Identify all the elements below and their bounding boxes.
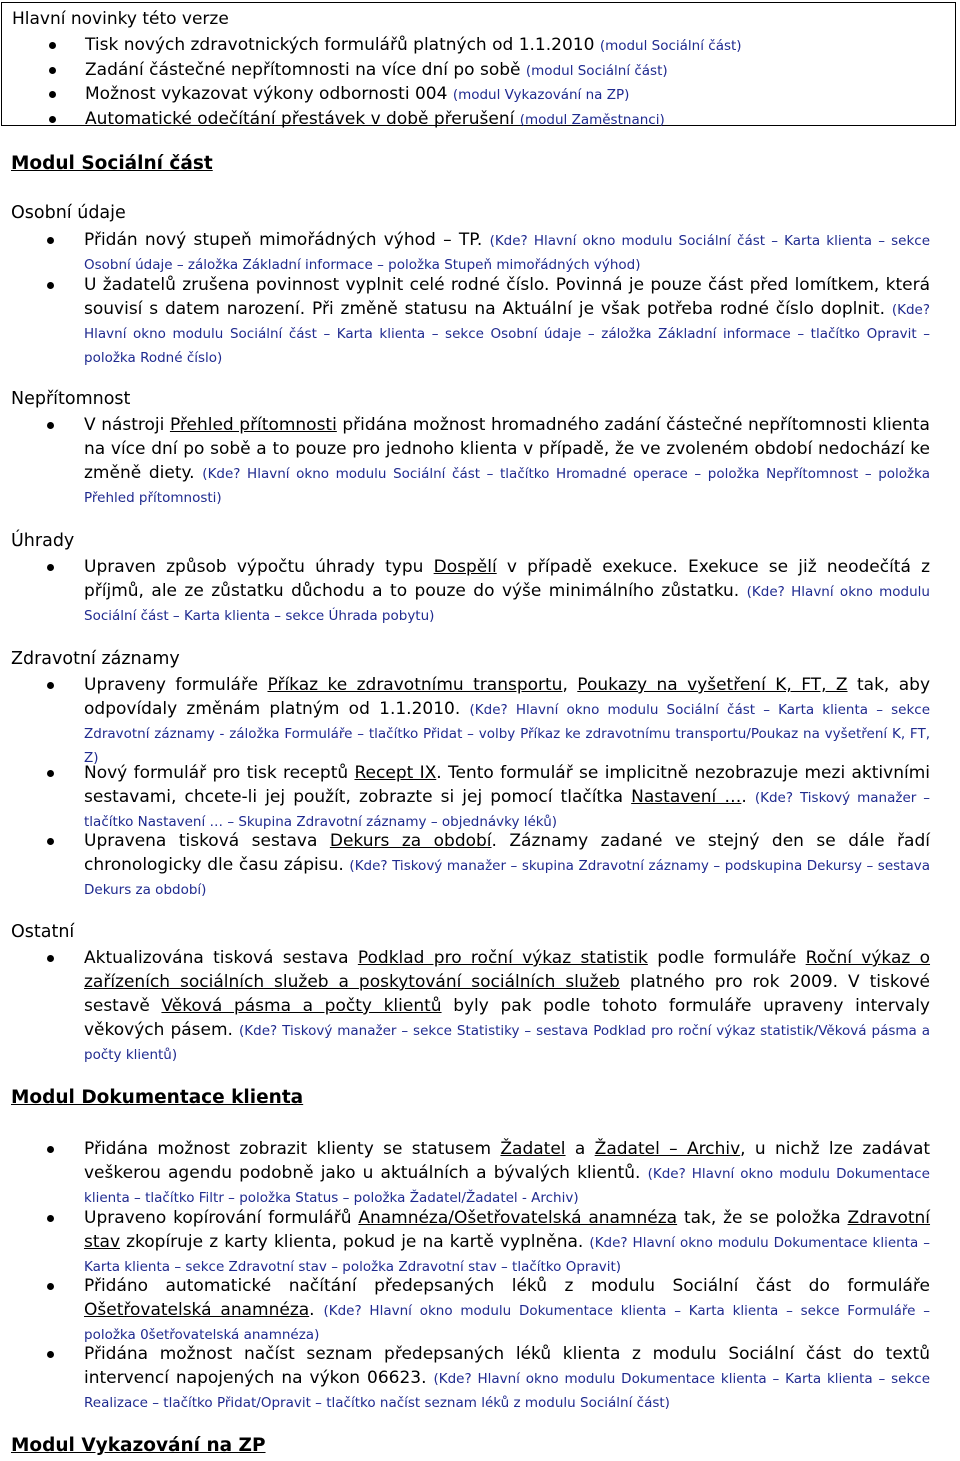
news-item: Možnost vykazovat výkony odbornosti 004 (modul Vykazování na ZP) [2,82,742,107]
subsection-zdravotni-zaznamy: Zdravotní záznamy [11,649,180,669]
link-poukazy[interactable]: Poukazy na vyšetření K, FT, Z [577,675,848,695]
bullet-icon [47,1215,54,1222]
link-dospeli[interactable]: Dospělí [433,557,497,577]
location-note: (Kde? Hlavní okno modulu Dokumentace klienta – Karta klienta – sekce Zdravotní stav – položka Zdravotní stav – tlačítko Opravit) [84,1235,930,1275]
bullet-icon [47,282,54,289]
link-vekova-pasma[interactable]: Věková pásma a počty klientů [161,996,442,1016]
location-note: (Kde? Hlavní okno modulu Sociální část – Karta klienta – sekce Osobní údaje – záložka Základní informace – tlačítko Opravit – položka Rodné číslo) [84,302,930,366]
link-zadatel-archiv[interactable]: Žadatel – Archiv [594,1139,741,1159]
location-note: (Kde? Hlavní okno modulu Sociální část – Karta klienta – sekce Úhrada pobytu) [84,584,930,624]
bullet-icon [47,564,54,571]
link-zadatel[interactable]: Žadatel [500,1139,566,1159]
location-note: (Kde? Hlavní okno modulu Sociální část – Karta klienta – sekce Zdravotní záznamy - záložka Formuláře – tlačítko Přidat – volby Příkaz ke zdravotnímu transportu/Poukaz na vyšetření K, FT, Z) [84,702,930,766]
news-title: Hlavní novinky této verze [12,9,229,29]
subsection-osobni-udaje: Osobní údaje [11,203,126,223]
bullet-icon [47,422,54,429]
section-title-socialni: Modul Sociální část [11,153,213,174]
list-item: Přidána možnost načíst seznam předepsaných léků klienta z modulu Sociální část do textů intervencí napojených na výkon 06623. (Kde? Hlavní okno modulu Dokumentace klienta – Karta klienta – sekce Realizace – tlačítko Přidat/Opravit – tlačítko načíst seznam léků z modulu Sociální část) [84,1342,930,1414]
list-item: U žadatelů zrušena povinnost vyplnit celé rodné číslo. Povinná je pouze část před lomítkem, která souvisí s datem narození. Při změně statusu na Aktuální je však potřeba rodné číslo doplnit. (Kde? Hlavní okno modulu Sociální část – Karta klienta – sekce Osobní údaje – záložka Základní informace – tlačítko Opravit – položka Rodné číslo) [84,273,930,369]
list-item: Upraveny formuláře Příkaz ke zdravotnímu transportu, Poukazy na vyšetření K, FT, Z tak, aby odpovídaly změnám platným od 1.1.2010. (Kde? Hlavní okno modulu Sociální část – Karta klienta – sekce Zdravotní záznamy - záložka Formuláře – tlačítko Přidat – volby Příkaz ke zdravotnímu transportu/Poukaz na vyšetření K, FT, Z) [84,673,930,769]
list-item: Přidáno automatické načítání předepsaných léků z modulu Sociální část do formuláře Ošetřovatelská anamnéza. (Kde? Hlavní okno modulu Dokumentace klienta – Karta klienta – sekce Formuláře – položka 0šetřovatelská anamnéza) [84,1274,930,1346]
news-item: Automatické odečítání přestávek v době přerušení (modul Zaměstnanci) [2,107,742,132]
news-list [2,33,742,131]
subsection-nepritomnost: Nepřítomnost [11,389,131,409]
bullet-icon [47,955,54,962]
list-item: V nástroji Přehled přítomnosti přidána možnost hromadného zadání částečné nepřítomnosti klienta na více dní po sobě a to pouze pro jednoho klienta v případě, že ve zvoleném období nedochází ke změně diety. (Kde? Hlavní okno modulu Sociální část – tlačítko Hromadné operace – položka Nepřítomnost – položka Přehled přítomnosti) [84,413,930,509]
bullet-icon [47,1283,54,1290]
bullet-icon [47,838,54,845]
list-item: Upraven způsob výpočtu úhrady typu Dospělí v případě exekuce. Exekuce se již neodečítá z příjmů, ale ze zůstatku důchodu a to pouze do výše minimálního zůstatku. (Kde? Hlavní okno modulu Sociální část – Karta klienta – sekce Úhrada pobytu) [84,555,930,627]
list-item: Upravena tisková sestava Dekurs za období. Záznamy zadané ve stejný den se dále řadí chronologicky dle času zápisu. (Kde? Tiskový manažer – skupina Zdravotní záznamy – podskupina Dekursy – sestava Dekurs za období) [84,829,930,901]
bullet-icon [49,67,56,74]
news-box [1,2,956,129]
bullet-icon [47,770,54,777]
link-zdravotni-stav[interactable]: Zdravotní stav [84,1208,931,1252]
news-item: Zadání částečné nepřítomnosti na více dní po sobě (modul Sociální část) [2,58,742,83]
location-note: (Kde? Hlavní okno modulu Dokumentace klienta – Karta klienta – sekce Formuláře – položka 0šetřovatelská anamnéza) [84,1303,930,1343]
link-nastaveni[interactable]: Nastavení … [631,787,742,807]
location-note: (Kde? Hlavní okno modulu Sociální část – tlačítko Hromadné operace – položka Nepřítomnost – položka Přehled přítomnosti) [84,466,930,506]
list-item: Upraveno kopírování formulářů Anamnéza/Ošetřovatelská anamnéza tak, že se položka Zdravotní stav zkopíruje z karty klienta, pokud je na kartě vyplněna. (Kde? Hlavní okno modulu Dokumentace klienta – Karta klienta – sekce Zdravotní stav – položka Zdravotní stav – tlačítko Opravit) [84,1206,930,1278]
subsection-uhrady: Úhrady [11,531,75,551]
link-osetrovatelska-anamneza[interactable]: Ošetřovatelská anamnéza [84,1300,310,1320]
section-title-vykazovani: Modul Vykazování na ZP [11,1435,266,1456]
bullet-icon [47,1146,54,1153]
bullet-icon [47,682,54,689]
link-recept-ix[interactable]: Recept IX [354,763,437,783]
list-item: Nový formulář pro tisk receptů Recept IX. Tento formulář se implicitně nezobrazuje mezi aktivními sestavami, chcete-li jej použít, zobrazte si jej pomocí tlačítka Nastavení …. (Kde? Tiskový manažer – tlačítko Nastavení … – Skupina Zdravotní záznamy – objednávky léků) [84,761,930,833]
news-item: Tisk nových zdravotnických formulářů platných od 1.1.2010 (modul Sociální část) [2,33,742,58]
bullet-icon [49,116,56,123]
link-dekurs[interactable]: Dekurs za období [329,831,492,851]
link-prikaz-transport[interactable]: Příkaz ke zdravotnímu transportu [267,675,563,695]
location-note: (Kde? Hlavní okno modulu Dokumentace klienta – tlačítko Filtr – položka Status – položka Žadatel/Žadatel - Archiv) [84,1166,930,1206]
link-rocni-vykaz[interactable]: Roční výkaz o zařízeních sociálních služeb a poskytování sociálních služeb [84,948,931,992]
list-item: Přidána možnost zobrazit klienty se statusem Žadatel a Žadatel – Archiv, u nichž lze zadávat veškerou agendu podobně jako u aktuálních a bývalých klientů. (Kde? Hlavní okno modulu Dokumentace klienta – tlačítko Filtr – položka Status – položka Žadatel/Žadatel - Archiv) [84,1137,930,1209]
location-note: (Kde? Hlavní okno modulu Sociální část – Karta klienta – sekce Osobní údaje – záložka Základní informace – položka Stupeň mimořádných výhod) [84,233,930,273]
list-item: Aktualizována tisková sestava Podklad pro roční výkaz statistik podle formuláře Roční výkaz o zařízeních sociálních služeb a poskytování sociálních služeb platného pro rok 2009. V tiskové sestavě Věková pásma a počty klientů byly pak podle tohoto formuláře upraveny intervaly věkových pásem. (Kde? Tiskový manažer – sekce Statistiky – sestava Podklad pro roční výkaz statistik/Věková pásma a počty klientů) [84,946,930,1066]
location-note: (Kde? Hlavní okno modulu Dokumentace klienta – Karta klienta – sekce Realizace – tlačítko Přidat/Opravit – tlačítko načíst seznam léků z modulu Sociální část) [84,1371,930,1411]
bullet-icon [49,42,56,49]
bullet-icon [47,1351,54,1358]
bullet-icon [49,91,56,98]
location-note: (Kde? Tiskový manažer – skupina Zdravotní záznamy – podskupina Dekursy – sestava Dekurs za období) [84,858,931,898]
link-prehled-pritomnosti[interactable]: Přehled přítomnosti [169,415,337,435]
location-note: (Kde? Tiskový manažer – tlačítko Nastavení … – Skupina Zdravotní záznamy – objednávky léků) [84,790,931,830]
bullet-icon [47,237,54,244]
link-podklad-statistik[interactable]: Podklad pro roční výkaz statistik [357,948,648,968]
list-item: Přidán nový stupeň mimořádných výhod – TP. (Kde? Hlavní okno modulu Sociální část – Karta klienta – sekce Osobní údaje – záložka Základní informace – položka Stupeň mimořádných výhod) [84,228,930,276]
location-note: (Kde? Tiskový manažer – sekce Statistiky – sestava Podklad pro roční výkaz statistik/Věková pásma a počty klientů) [84,1023,931,1063]
subsection-ostatni: Ostatní [11,922,75,942]
section-title-dokumentace: Modul Dokumentace klienta [11,1087,304,1108]
link-anamneza[interactable]: Anamnéza/Ošetřovatelská anamnéza [358,1208,678,1228]
